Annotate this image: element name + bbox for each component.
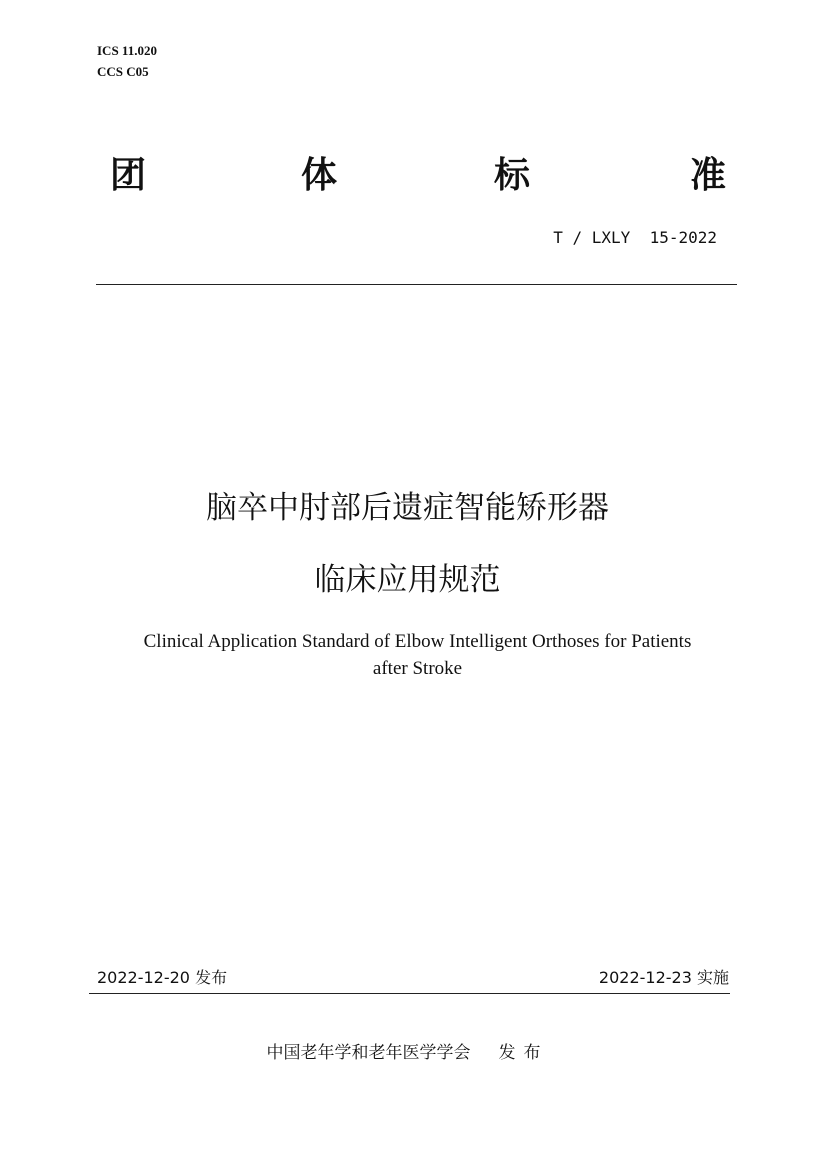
bottom-divider [89, 993, 730, 994]
implementation-date: 2022-12-23 实施 [598, 968, 729, 987]
title-zh-line-2: 临床应用规范 [314, 562, 501, 598]
ics-code: ICS 11.020 [97, 43, 157, 58]
standard-type-char-2: 体 [301, 155, 338, 196]
title-zh-line-1: 脑卒中肘部后遗症智能矫形器 [206, 490, 609, 526]
standard-type-char-1: 团 [110, 155, 147, 196]
standard-type-char-4: 准 [690, 155, 727, 196]
top-divider [96, 284, 737, 285]
title-en [60, 628, 775, 682]
ccs-code: CCS C05 [97, 64, 149, 79]
publisher-line [0, 1041, 815, 1065]
publisher-name: 中国老年学和老年医学学会 [266, 1043, 471, 1063]
title-en-line-2: after Stroke [372, 658, 463, 679]
title-en-line-1: Clinical Application Standard of Elbow Intelligent Orthoses for Patients [143, 631, 692, 652]
standard-code: T / LXLY 15-2022 [553, 228, 717, 247]
classification-block [97, 40, 157, 82]
standard-type-heading [97, 150, 737, 202]
issue-date: 2022-12-20 发布 [97, 968, 228, 987]
publisher-action: 发布 [498, 1043, 549, 1063]
standard-type-char-3: 标 [494, 155, 531, 196]
